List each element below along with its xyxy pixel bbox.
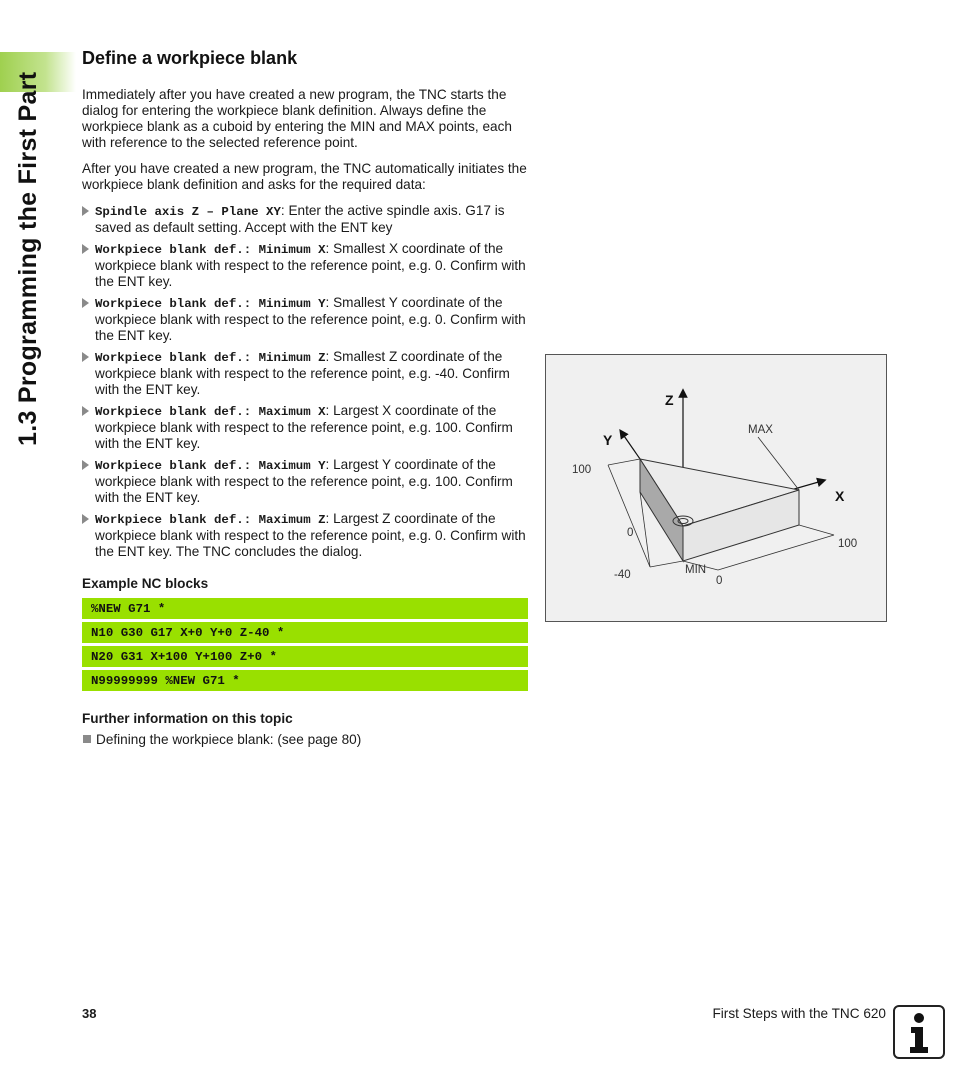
parameter-text: : Smallest Z coordinate of the workpiece blank with respect to the reference point, e.g. -40. Confirm with the ENT key. <box>95 349 510 397</box>
example-heading: Example NC blocks <box>82 576 209 591</box>
arrow-right-icon <box>82 244 89 254</box>
label-z0: 0 <box>627 527 634 539</box>
parameter-item <box>82 241 528 290</box>
bullet-square-icon <box>83 735 91 743</box>
nc-block: N10 G30 G17 X+0 Y+0 Z-40 * <box>82 622 528 643</box>
arrow-right-icon <box>82 406 89 416</box>
dim-line-x100 <box>799 525 834 535</box>
further-information <box>82 711 528 748</box>
info-icon <box>893 1005 945 1059</box>
further-item-text: Defining the workpiece blank: (see page 80) <box>96 732 362 747</box>
parameter-code: Workpiece blank def.: Minimum Z <box>95 351 326 365</box>
parameter-code: Workpiece blank def.: Maximum Y <box>95 459 326 473</box>
intro-paragraph-1: Immediately after you have created a new program, the TNC starts the dialog for entering the workpiece blank definition. Always define the workpiece blank as a cuboid by entering the MIN and MAX points, each with reference to the selected reference point. <box>82 87 512 150</box>
footer-book-title: First Steps with the TNC 620 <box>712 1006 886 1021</box>
further-item <box>82 732 528 748</box>
arrow-right-icon <box>82 460 89 470</box>
page-number: 38 <box>82 1006 97 1021</box>
axis-label-z: Z <box>665 392 674 408</box>
label-y100: 100 <box>572 464 592 476</box>
axis-label-x: X <box>835 488 845 504</box>
nc-block: N99999999 %NEW G71 * <box>82 670 528 691</box>
parameter-code: Workpiece blank def.: Minimum Y <box>95 297 326 311</box>
parameter-code: Workpiece blank def.: Maximum X <box>95 405 326 419</box>
label-x0: 0 <box>716 575 723 587</box>
arrow-right-icon <box>82 514 89 524</box>
chapter-title-vertical <box>10 52 60 452</box>
label-max: MAX <box>748 424 773 436</box>
arrow-right-icon <box>82 352 89 362</box>
parameter-text: : Smallest X coordinate of the workpiece blank with respect to the reference point, e.g. 0. Confirm with the ENT key. <box>95 241 526 289</box>
info-glyph <box>895 1007 943 1057</box>
parameter-code: Spindle axis Z – Plane XY <box>95 205 281 219</box>
section-title: Define a workpiece blank <box>82 48 298 68</box>
parameter-list <box>82 203 528 560</box>
parameter-item <box>82 457 528 506</box>
parameter-item <box>82 203 528 236</box>
dim-line-y100 <box>608 459 640 465</box>
parameter-item <box>82 295 528 344</box>
label-min: MIN <box>685 564 707 576</box>
arrow-right-icon <box>82 206 89 216</box>
parameter-item <box>82 403 528 452</box>
workpiece-blank-diagram <box>546 355 886 621</box>
max-leader-line <box>758 437 799 490</box>
parameter-text: : Largest Y coordinate of the workpiece blank with respect to the reference point, e.g. 100. Confirm with the ENT key. <box>95 457 513 505</box>
nc-block: N20 G31 X+100 Y+100 Z+0 * <box>82 646 528 667</box>
chapter-title-text: 1.3 Programming the First Part <box>14 71 42 446</box>
intro-paragraph-2: After you have created a new program, the TNC automatically initiates the workpiece blank definition and asks for the required data: <box>82 161 527 192</box>
label-x100: 100 <box>838 538 858 550</box>
parameter-item <box>82 349 528 398</box>
dim-line-min <box>650 561 683 567</box>
further-heading: Further information on this topic <box>82 711 293 726</box>
parameter-code: Workpiece blank def.: Maximum Z <box>95 513 326 527</box>
arrow-right-icon <box>82 298 89 308</box>
parameter-text: : Largest Z coordinate of the workpiece blank with respect to the reference point, e.g. 0. Confirm with the ENT key. The TNC concludes the dialog. <box>95 511 526 559</box>
nc-block-list <box>82 598 528 691</box>
label-z-neg40: -40 <box>614 569 631 581</box>
parameter-text: : Enter the active spindle axis. G17 is saved as default setting. Accept with the ENT key <box>95 203 505 235</box>
axis-label-y: Y <box>603 432 613 448</box>
workpiece-blank-figure <box>545 354 887 622</box>
parameter-item <box>82 511 528 560</box>
nc-block: %NEW G71 * <box>82 598 528 619</box>
parameter-code: Workpiece blank def.: Minimum X <box>95 243 326 257</box>
parameter-text: : Smallest Y coordinate of the workpiece blank with respect to the reference point, e.g. 0. Confirm with the ENT key. <box>95 295 526 343</box>
main-content <box>82 48 528 748</box>
parameter-text: : Largest X coordinate of the workpiece blank with respect to the reference point, e.g. 100. Confirm with the ENT key. <box>95 403 513 451</box>
